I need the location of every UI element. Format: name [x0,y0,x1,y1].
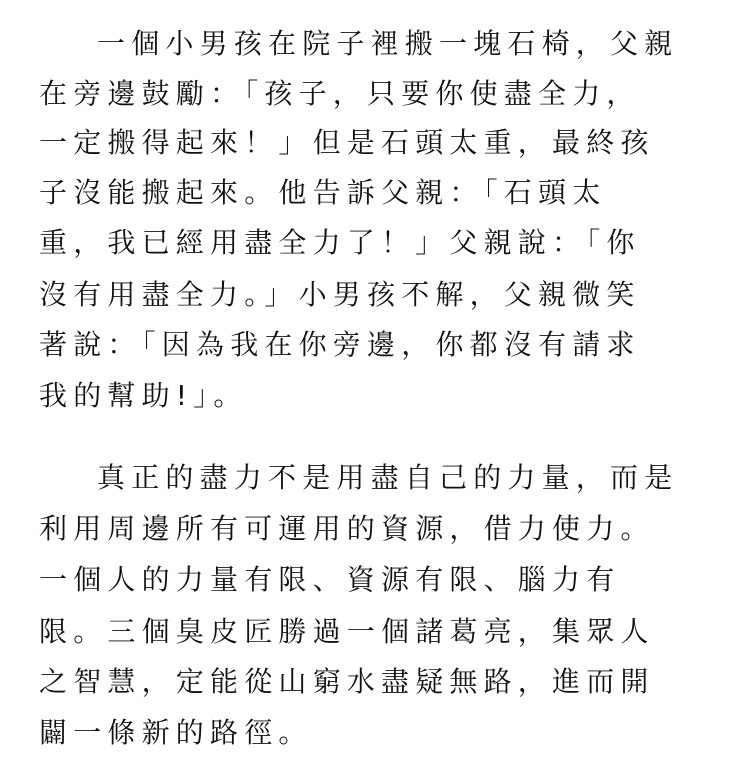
text-line: 闢一條新的路徑。 [39,716,313,749]
text-line: 利用周邊所有可運用的資源，借力使力。 [39,512,655,545]
text-line: 沒有用盡全力。」小男孩不解，父親微笑 [39,278,641,311]
text-line: 著說：「因為我在你旁邊，你都沒有請求 [39,328,641,361]
text-line: 重，我已經用盡全力了！」父親說：「你 [39,226,641,259]
text-line: 我的幫助!」。 [39,379,248,412]
text-line: 在旁邊鼓勵：「孩子，只要你使盡全力， [39,77,641,110]
text-line: 子沒能搬起來。他告訴父親：「石頭太 [39,176,607,209]
text-line: 一個小男孩在院子裡搬一塊石椅，父親 [97,27,679,60]
text-line: 之智慧，定能從山窮水盡疑無路，進而開 [39,665,655,698]
text-line: 一定搬得起來！」但是石頭太重，最終孩 [39,126,655,159]
text-line: 一個人的力量有限、資源有限、腦力有 [39,563,621,596]
text-line: 限。三個臭皮匠勝過一個諸葛亮，集眾人 [39,615,655,648]
text-line: 真正的盡力不是用盡自己的力量，而是 [97,461,679,494]
